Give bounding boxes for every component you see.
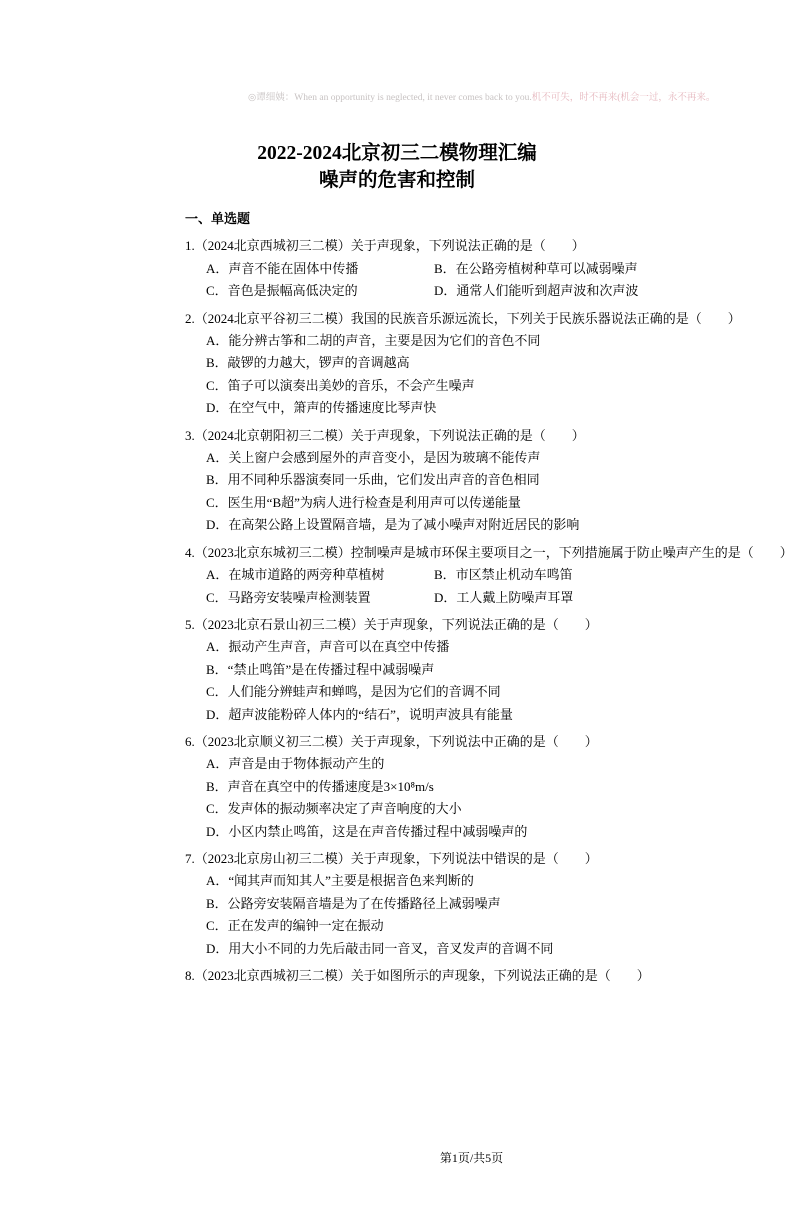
option-text: D．用大小不同的力先后敲击同一音叉，音叉发声的音调不同 (206, 940, 554, 956)
question (185, 235, 758, 302)
option-block (185, 870, 758, 960)
question-stem: 1.（2024北京西城初三二模）关于声现象，下列说法正确的是（ ） (185, 238, 585, 254)
option-line (185, 776, 758, 798)
option-text: B．在公路旁植树种草可以减弱噪声 (434, 260, 638, 276)
question-stem: 7.（2023北京房山初三二模）关于声现象，下列说法中错误的是（ ） (185, 850, 598, 866)
option-text: B．市区禁止机动车鸣笛 (434, 567, 573, 583)
option-line (185, 915, 758, 937)
option-line (185, 893, 758, 915)
question-stem: 8.（2023北京西城初三二模）关于如图所示的声现象，下列说法正确的是（ ） (185, 968, 650, 983)
question (185, 542, 793, 609)
question (185, 731, 758, 843)
option-line (185, 258, 758, 280)
watermark (248, 92, 794, 104)
option-block (185, 753, 758, 843)
option-text: C．发声体的振动频率决定了声音响度的大小 (206, 801, 462, 817)
option-text: D．在高架公路上设置隔音墙，是为了减小噪声对附近居民的影响 (206, 517, 580, 533)
question-stem: 2.（2024北京平谷初三二模）我国的民族音乐源远流长，下列关于民族乐器说法正确的是（ ） (185, 310, 741, 326)
option-text: D．超声波能粉碎人体内的“结石”，说明声波具有能量 (206, 706, 513, 722)
option-text: D．在空气中，箫声的传播速度比琴声快 (206, 400, 437, 416)
option-block (185, 636, 758, 726)
question (185, 308, 758, 420)
option-line (185, 514, 758, 536)
option-text: B．公路旁安装隔音墙是为了在传播路径上减弱噪声 (206, 895, 501, 911)
option-line (185, 704, 758, 726)
option-line (185, 397, 758, 419)
question-stem: 3.（2024北京朝阳初三二模）关于声现象，下列说法正确的是（ ） (185, 427, 585, 443)
option-line (185, 375, 758, 397)
option-text: C．笛子可以演奏出美妙的音乐，不会产生噪声 (206, 377, 475, 393)
option-text: C．马路旁安装噪声检测装置 (206, 589, 371, 605)
option-line (185, 870, 758, 892)
document-title: 2022-2024北京初三二模物理汇编 (257, 143, 537, 164)
page-footer: 第1页/共5页 (439, 1151, 504, 1165)
option-text: C．医生用“B超”为病人进行检查是利用声可以传递能量 (206, 494, 521, 510)
option-text: D．通常人们能听到超声波和次声波 (434, 283, 639, 299)
option-line (185, 636, 758, 658)
document-subtitle: 噪声的危害和控制 (318, 170, 475, 191)
question-stem: 5.（2023北京石景山初三二模）关于声现象，下列说法正确的是（ ） (185, 616, 598, 632)
option-line (185, 564, 758, 586)
option-line (185, 659, 758, 681)
option-text: A．声音不能在固体中传播 (206, 260, 359, 276)
question-section (0, 208, 794, 987)
question-stem: 4.（2023北京东城初三二模）控制噪声是城市环保主要项目之一，下列措施属于防止噪声产生的是（ ） (185, 544, 793, 560)
question-stem: 6.（2023北京顺义初三二模）关于声现象，下列说法中正确的是（ ） (185, 733, 598, 749)
option-text: A．“闻其声而知其人”主要是根据音色来判断的 (206, 873, 474, 889)
option-text: C．音色是振幅高低决定的 (206, 283, 358, 299)
option-line (185, 938, 758, 960)
question (185, 965, 758, 987)
option-text: A．能分辨古筝和二胡的声音，主要是因为它们的音色不同 (206, 333, 541, 349)
option-text: B．用不同种乐器演奏同一乐曲，它们发出声音的音色相同 (206, 472, 540, 488)
option-text: B．敲锣的力越大，锣声的音调越高 (206, 355, 410, 371)
option-line (185, 587, 758, 609)
option-block (185, 447, 758, 537)
option-text: A．在城市道路的两旁种草植树 (206, 567, 385, 583)
option-line (185, 330, 758, 352)
option-line (185, 447, 758, 469)
option-block (185, 564, 758, 609)
section-heading: 一、单选题 (185, 211, 251, 226)
question-list (185, 235, 793, 987)
question (185, 425, 758, 537)
option-line (185, 469, 758, 491)
watermark-text-chinese: 机不可失，时不再来(机会一过，永不再来。 (531, 93, 716, 103)
document-page (0, 92, 794, 1165)
option-line (185, 753, 758, 775)
option-text: A．振动产生声音，声音可以在真空中传播 (206, 639, 450, 655)
option-line (185, 681, 758, 703)
option-line (185, 352, 758, 374)
question (185, 614, 758, 726)
option-block (185, 258, 758, 303)
option-text: C．人们能分辨蛙声和蝉鸣，是因为它们的音调不同 (206, 684, 501, 700)
option-text: A．关上窗户会感到屋外的声音变小，是因为玻璃不能传声 (206, 450, 541, 466)
question (185, 848, 758, 960)
document-title-block (0, 140, 794, 194)
option-text: B．声音在真空中的传播速度是3×10⁸m/s (206, 778, 434, 794)
option-line (185, 492, 758, 514)
option-block (185, 330, 758, 420)
option-text: D．工人戴上防噪声耳罩 (434, 589, 574, 605)
option-line (185, 280, 758, 302)
option-text: B．“禁止鸣笛”是在传播过程中减弱噪声 (206, 661, 435, 677)
watermark-text-english: ◎谭细姨：When an opportunity is neglected, it never comes back to you. (248, 93, 532, 103)
option-text: D．小区内禁止鸣笛，这是在声音传播过程中减弱噪声的 (206, 823, 528, 839)
option-line (185, 798, 758, 820)
option-text: A．声音是由于物体振动产生的 (206, 756, 385, 772)
option-text: C．正在发声的编钟一定在振动 (206, 918, 384, 934)
option-line (185, 821, 758, 843)
